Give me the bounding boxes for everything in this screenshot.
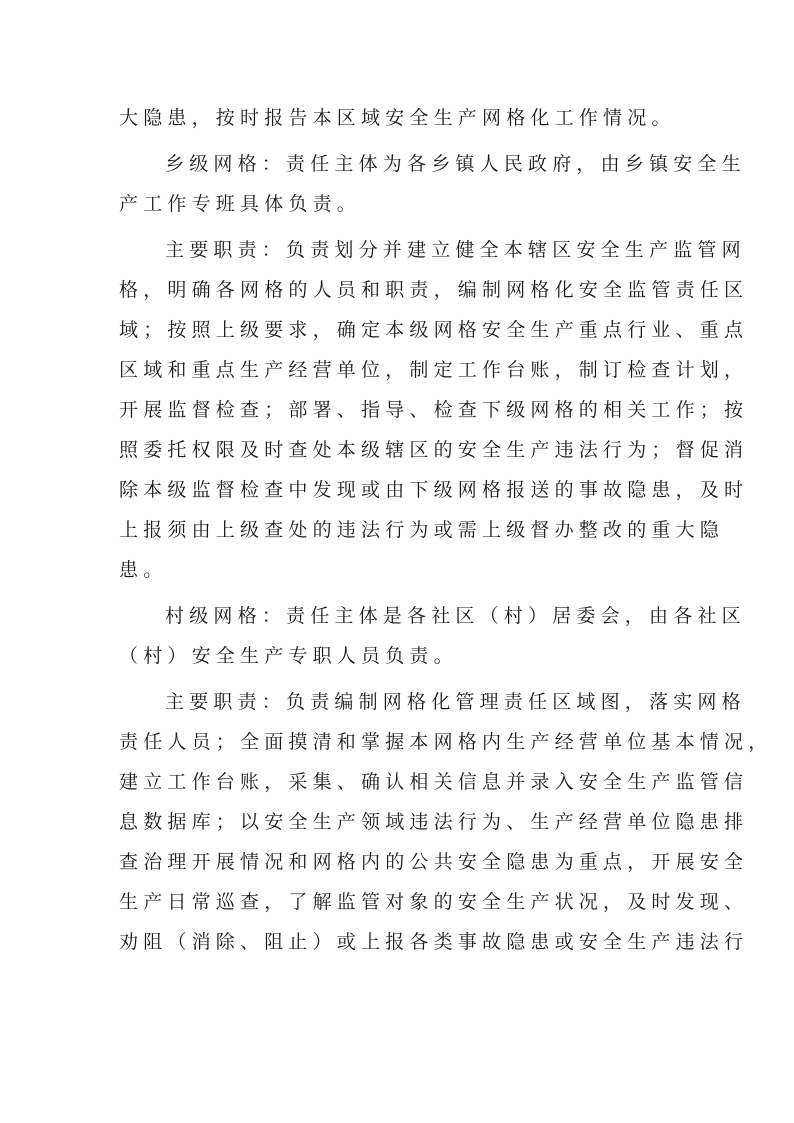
text-line: 乡级网格：责任主体为各乡镇人民政府，由乡镇安全生 [165, 153, 746, 175]
text-line: 建立工作台账，采集、确认相关信息并录入安全生产监管信 [119, 771, 749, 793]
text-line: 照委托权限及时查处本级辖区的安全生产违法行为；督促消 [119, 439, 749, 461]
document-body [119, 98, 773, 962]
text-line: 大隐患，按时报告本区域安全生产网格化工作情况。 [119, 107, 676, 129]
text-line: 责任人员；全面摸清和掌握本网格内生产经营单位基本情况， [119, 731, 773, 753]
text-line: 息数据库；以安全生产领域违法行为、生产经营单位隐患排 [119, 811, 749, 833]
text-line: 生产日常巡查，了解监管对象的安全生产状况，及时发现、 [119, 891, 749, 913]
text-line: 村级网格：责任主体是各社区（村）居委会，由各社区 [165, 605, 746, 627]
text-line: 格，明确各网格的人员和职责，编制网格化安全监管责任区 [119, 279, 749, 301]
text-line: 患。 [119, 559, 168, 581]
text-line: 除本级监督检查中发现或由下级网格报送的事故隐患，及时 [119, 479, 749, 501]
text-line: （村）安全生产专职人员负责。 [119, 645, 458, 667]
paragraph-hazard-report [119, 98, 679, 138]
paragraph-township-grid [119, 144, 746, 224]
text-line: 主要职责：负责划分并建立健全本辖区安全生产监管网 [165, 239, 746, 261]
paragraph-village-grid [119, 596, 746, 676]
text-line: 上报须由上级查处的违法行为或需上级督办整改的重大隐 [119, 519, 725, 541]
text-line: 查治理开展情况和网格内的公共安全隐患为重点，开展安全 [119, 851, 749, 873]
paragraph-township-duties [119, 230, 749, 590]
text-line: 劝阻（消除、阻止）或上报各类事故隐患或安全生产违法行 [119, 931, 749, 953]
text-line: 主要职责：负责编制网格化管理责任区域图，落实网格 [165, 691, 746, 713]
paragraph-village-duties [119, 682, 773, 962]
text-line: 区域和重点生产经营单位，制定工作台账，制订检查计划， [119, 359, 749, 381]
text-line: 产工作专班具体负责。 [119, 193, 362, 215]
text-line: 开展监督检查；部署、指导、检查下级网格的相关工作；按 [119, 399, 749, 421]
text-line: 域；按照上级要求，确定本级网格安全生产重点行业、重点 [119, 319, 749, 341]
